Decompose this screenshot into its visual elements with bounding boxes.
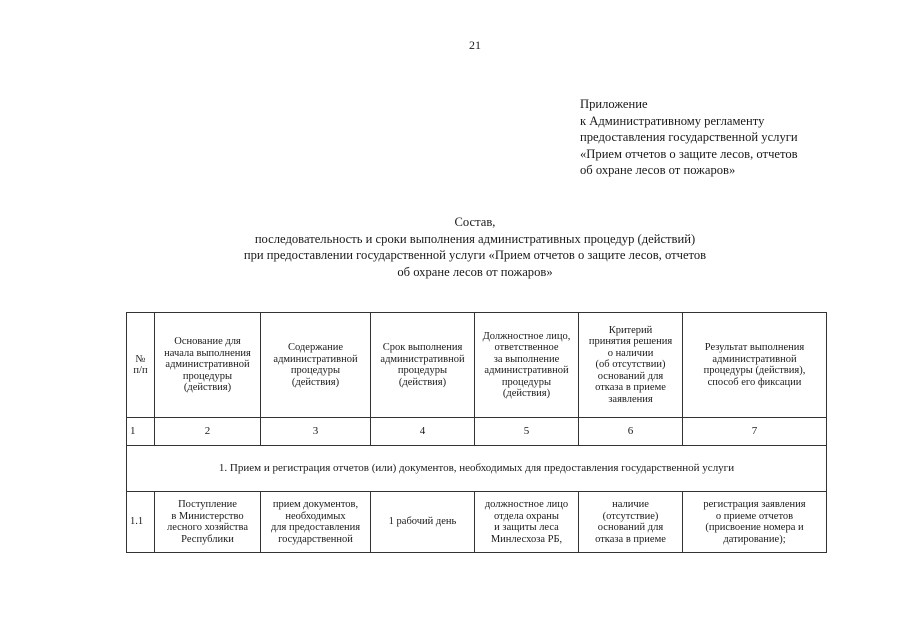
procedures-table — [126, 312, 827, 553]
page-number: 21 — [469, 38, 481, 52]
row-official-cell: должностное лицо отдела охраны и защиты леса Минлесхоза РБ, — [475, 492, 579, 553]
row-result-cell: регистрация заявления о приеме отчетов (присвоение номера и датирование); — [683, 492, 827, 553]
appendix-block — [580, 96, 798, 179]
row-criterion-cell: наличие (отсутствие) оснований для отказа в приеме — [579, 492, 683, 553]
table-header-row — [127, 313, 827, 418]
appendix-line: об охране лесов от пожаров» — [580, 163, 736, 177]
column-number-cell: 4 — [371, 418, 475, 446]
column-number-cell: 6 — [579, 418, 683, 446]
column-number-cell: 2 — [155, 418, 261, 446]
header-cell-result: Результат выполнения административной процедуры (действия), способ его фиксации — [683, 313, 827, 418]
appendix-line: предоставления государственной услуги — [580, 130, 798, 144]
title-line: последовательность и сроки выполнения административных процедур (действий) — [254, 231, 696, 246]
column-number-cell: 7 — [683, 418, 827, 446]
title-line: при предоставлении государственной услуги «Прием отчетов о защите лесов, отчетов — [243, 248, 707, 262]
column-number-row — [127, 418, 827, 446]
title-line: об охране лесов от пожаров» — [397, 264, 553, 279]
appendix-line: к Административному регламенту — [580, 113, 765, 128]
appendix-line: Приложение — [580, 97, 648, 111]
row-content-cell: прием документов, необходимых для предоставления государственной — [261, 492, 371, 553]
header-cell-term: Срок выполнения административной процедуры (действия) — [371, 313, 475, 418]
column-number-cell: 1 — [127, 418, 155, 446]
header-cell-criterion: Критерий принятия решения о наличии (об отсутствии) оснований для отказа в приеме заявления — [579, 313, 683, 418]
table-row — [127, 492, 827, 553]
header-cell-basis: Основание для начала выполнения административной процедуры (действия) — [155, 313, 261, 418]
section-row — [127, 446, 827, 492]
column-number-cell: 3 — [261, 418, 371, 446]
row-number-cell: 1.1 — [127, 492, 155, 553]
column-number-cell: 5 — [475, 418, 579, 446]
appendix-line: «Прием отчетов о защите лесов, отчетов — [580, 146, 798, 161]
section-title: 1. Прием и регистрация отчетов (или) документов, необходимых для предоставления государственной услуги — [127, 446, 827, 492]
row-basis-cell: Поступление в Министерство лесного хозяйства Республики — [155, 492, 261, 553]
document-title — [0, 214, 905, 280]
row-term-cell: 1 рабочий день — [371, 492, 475, 553]
header-cell-official: Должностное лицо, ответственное за выполнение административной процедуры (действия) — [475, 313, 579, 418]
title-line: Состав, — [454, 215, 496, 229]
header-cell-content: Содержание административной процедуры (действия) — [261, 313, 371, 418]
header-cell-number: № п/п — [127, 313, 155, 418]
